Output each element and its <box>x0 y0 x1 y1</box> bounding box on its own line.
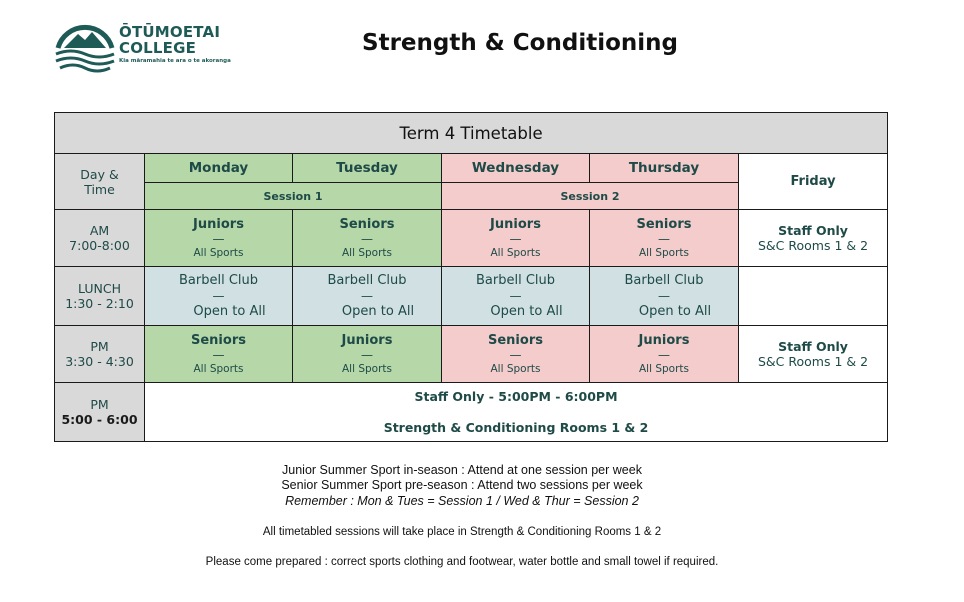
club-name: Barbell Club <box>624 273 704 288</box>
group-name: Seniors <box>488 332 543 348</box>
lunch-tuesday-cell <box>293 267 442 326</box>
time-late-pm <box>55 383 145 442</box>
time-range: 7:00-8:00 <box>69 238 130 253</box>
dash: — <box>212 231 225 246</box>
late-staff-line: Staff Only - 5:00PM - 6:00PM <box>414 388 618 404</box>
am-monday-cell <box>145 210 293 267</box>
dash: — <box>658 347 670 362</box>
group-name: Juniors <box>193 216 244 232</box>
time-pm <box>55 326 145 383</box>
session-1-header: Session 1 <box>145 183 442 210</box>
am-thursday-cell <box>590 210 739 267</box>
pm-thursday-cell <box>590 326 739 383</box>
lunch-friday-cell <box>739 267 888 326</box>
sports-note: All Sports <box>341 362 392 375</box>
lunch-thursday-cell <box>590 267 739 326</box>
session-2-header: Session 2 <box>442 183 739 210</box>
note-remember: Remember : Mon & Tues = Session 1 / Wed & Thur = Session 2 <box>285 494 639 508</box>
staff-only-label: Staff Only <box>778 339 848 354</box>
club-name: Barbell Club <box>327 273 407 288</box>
group-name: Juniors <box>341 332 393 348</box>
late-staff-cell <box>145 383 888 442</box>
note-rooms: All timetabled sessions will take place in Strength & Conditioning Rooms 1 & 2 <box>262 526 662 538</box>
lunch-wednesday-cell <box>442 267 590 326</box>
day-header-friday: Friday <box>739 154 888 210</box>
group-name: Juniors <box>638 332 690 348</box>
day-header-monday: Monday <box>145 154 293 183</box>
day-header-tuesday: Tuesday <box>293 154 442 183</box>
club-name: Barbell Club <box>475 273 555 288</box>
club-name: Barbell Club <box>178 273 258 288</box>
time-range: 5:00 - 6:00 <box>61 412 138 427</box>
day-header-thursday: Thursday <box>590 154 739 183</box>
page-title: Strength & Conditioning <box>362 30 678 56</box>
corner-line1: Day & <box>80 166 119 182</box>
group-name: Juniors <box>490 216 541 232</box>
time-range: 1:30 - 2:10 <box>65 296 134 311</box>
open-note: Open to All <box>193 304 266 319</box>
open-note: Open to All <box>490 304 563 319</box>
dash: — <box>212 289 225 303</box>
day-header-wednesday: Wednesday <box>442 154 590 183</box>
sports-note: All Sports <box>490 246 541 259</box>
dash: — <box>509 347 522 362</box>
group-name: Seniors <box>339 216 395 232</box>
sports-note: All Sports <box>638 362 689 375</box>
pm-friday-cell <box>739 326 888 383</box>
open-note: Open to All <box>341 304 415 319</box>
college-logo <box>54 14 231 76</box>
late-rooms-line: Strength & Conditioning Rooms 1 & 2 <box>383 419 649 435</box>
corner-day-time <box>55 154 145 210</box>
pm-tuesday-cell <box>293 326 442 383</box>
time-range: 3:30 - 4:30 <box>65 354 134 369</box>
time-label: AM <box>89 223 110 238</box>
logo-wordmark <box>119 24 220 56</box>
rooms-label: S&C Rooms 1 & 2 <box>757 354 869 369</box>
note-senior: Senior Summer Sport pre-season : Attend two sessions per week <box>281 478 643 492</box>
am-friday-cell <box>739 210 888 267</box>
timetable <box>54 112 888 442</box>
dash: — <box>509 289 522 303</box>
sports-note: All Sports <box>341 246 392 259</box>
rooms-label: S&C Rooms 1 & 2 <box>757 238 869 253</box>
lunch-monday-cell <box>145 267 293 326</box>
group-name: Seniors <box>636 216 692 232</box>
logo-tagline: Kia māramahia te ara o te akoranga <box>119 58 231 64</box>
pm-wednesday-cell <box>442 326 590 383</box>
sports-note: All Sports <box>638 246 689 259</box>
time-label: PM <box>90 397 109 412</box>
time-label: PM <box>90 339 109 354</box>
sports-note: All Sports <box>193 246 244 259</box>
time-label: LUNCH <box>78 281 121 296</box>
dash: — <box>658 231 670 246</box>
open-note: Open to All <box>638 304 712 319</box>
dash: — <box>658 289 670 303</box>
pm-monday-cell <box>145 326 293 383</box>
logo-name-line2: COLLEGE <box>119 39 197 57</box>
note-junior: Junior Summer Sport in-season : Attend at one session per week <box>282 463 642 477</box>
time-lunch <box>55 267 145 326</box>
corner-line2: Time <box>84 181 115 197</box>
sports-note: All Sports <box>490 362 541 375</box>
dash: — <box>212 347 225 362</box>
dash: — <box>361 347 373 362</box>
dash: — <box>361 289 373 303</box>
staff-only-label: Staff Only <box>778 223 848 238</box>
note-prepare: Please come prepared : correct sports clothing and footwear, water bottle and small towel if required. <box>205 556 719 568</box>
dash: — <box>361 231 373 246</box>
dash: — <box>509 231 522 246</box>
term-header: Term 4 Timetable <box>55 113 888 154</box>
sports-note: All Sports <box>193 362 244 375</box>
am-wednesday-cell <box>442 210 590 267</box>
logo-emblem-icon <box>54 14 116 76</box>
group-name: Seniors <box>191 332 246 348</box>
time-am <box>55 210 145 267</box>
logo-name-line1: ŌTŪMOETAI <box>119 23 221 41</box>
am-tuesday-cell <box>293 210 442 267</box>
